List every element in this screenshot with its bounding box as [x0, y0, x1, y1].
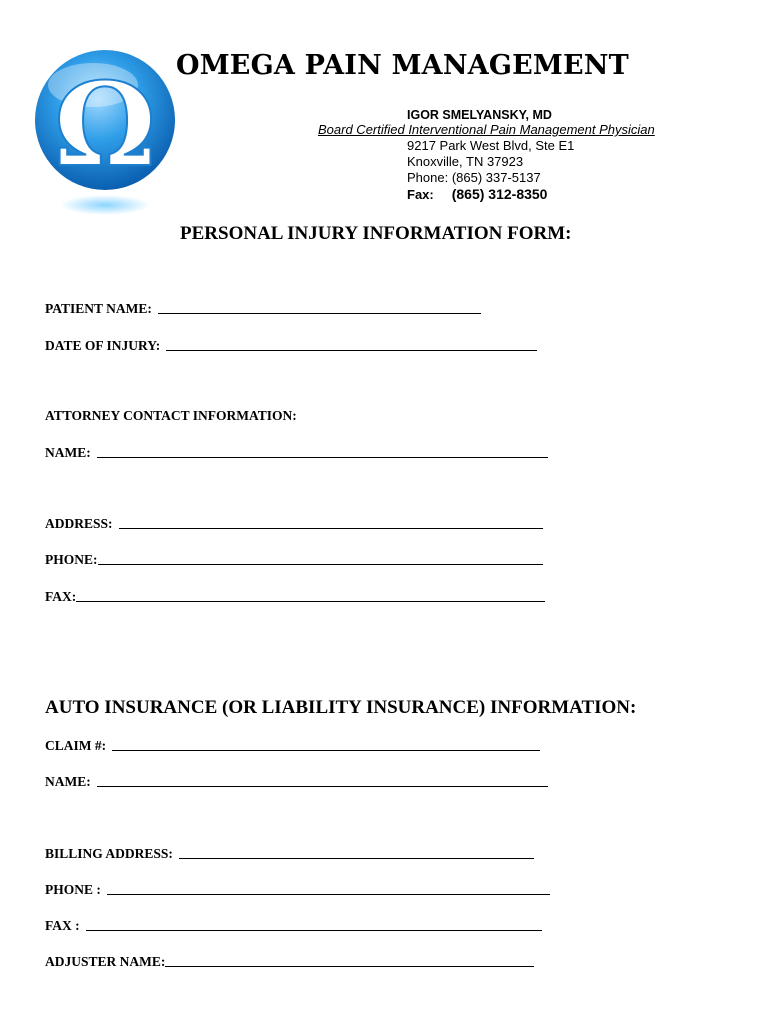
patient-name-field[interactable]	[45, 301, 481, 317]
billing-address-label: BILLING ADDRESS:	[45, 846, 173, 861]
attorney-name-field[interactable]	[45, 445, 548, 461]
claim-number-label: CLAIM #:	[45, 738, 107, 753]
attorney-phone-field[interactable]	[45, 552, 543, 568]
fax-number: (865) 312-8350	[451, 186, 548, 202]
address-line-1: 9217 Park West Blvd, Ste E1	[407, 138, 575, 153]
claim-number-field[interactable]	[45, 738, 540, 754]
billing-address-line[interactable]	[179, 857, 534, 859]
insurance-fax-label: FAX :	[45, 918, 80, 933]
adjuster-name-label: ADJUSTER NAME:	[45, 954, 166, 969]
attorney-name-label: NAME:	[45, 445, 91, 460]
fax-line	[407, 186, 547, 204]
attorney-address-field[interactable]	[45, 516, 543, 532]
attorney-fax-line[interactable]	[76, 600, 545, 602]
insurance-name-label: NAME:	[45, 774, 91, 789]
date-of-injury-field[interactable]	[45, 338, 537, 354]
attorney-address-line[interactable]	[119, 527, 543, 529]
fax-label: Fax:	[407, 187, 434, 202]
doctor-tagline: Board Certified Interventional Pain Management Physician	[318, 122, 655, 137]
attorney-phone-label: PHONE:	[45, 552, 98, 567]
insurance-name-field[interactable]	[45, 774, 548, 790]
insurance-fax-line[interactable]	[86, 929, 542, 931]
form-title: PERSONAL INJURY INFORMATION FORM:	[180, 223, 572, 244]
practice-name: OMEGA PAIN MANAGEMENT	[176, 50, 629, 81]
attorney-phone-line[interactable]	[98, 563, 543, 565]
claim-number-line[interactable]	[112, 749, 540, 751]
attorney-fax-field[interactable]	[45, 589, 545, 605]
attorney-address-label: ADDRESS:	[45, 516, 113, 531]
phone-line: Phone: (865) 337-5137	[407, 170, 541, 185]
patient-name-label: PATIENT NAME:	[45, 301, 152, 316]
svg-text:Ω: Ω	[53, 58, 157, 193]
adjuster-name-line[interactable]	[165, 965, 534, 967]
attorney-heading: ATTORNEY CONTACT INFORMATION:	[45, 408, 297, 423]
insurance-phone-line[interactable]	[107, 893, 550, 895]
insurance-phone-label: PHONE :	[45, 882, 101, 897]
address-line-2: Knoxville, TN 37923	[407, 154, 524, 169]
attorney-fax-label: FAX:	[45, 589, 77, 604]
adjuster-name-field[interactable]	[45, 954, 534, 970]
insurance-phone-field[interactable]	[45, 882, 550, 898]
date-of-injury-label: DATE OF INJURY:	[45, 338, 161, 353]
doctor-name: IGOR SMELYANSKY, MD	[407, 108, 552, 122]
billing-address-field[interactable]	[45, 846, 534, 862]
insurance-fax-field[interactable]	[45, 918, 542, 934]
omega-logo-icon	[33, 45, 183, 220]
patient-name-line[interactable]	[158, 312, 481, 314]
attorney-name-line[interactable]	[97, 456, 548, 458]
date-of-injury-line[interactable]	[166, 349, 537, 351]
insurance-name-line[interactable]	[97, 785, 548, 787]
insurance-heading: AUTO INSURANCE (OR LIABILITY INSURANCE) INFORMATION:	[45, 697, 637, 718]
